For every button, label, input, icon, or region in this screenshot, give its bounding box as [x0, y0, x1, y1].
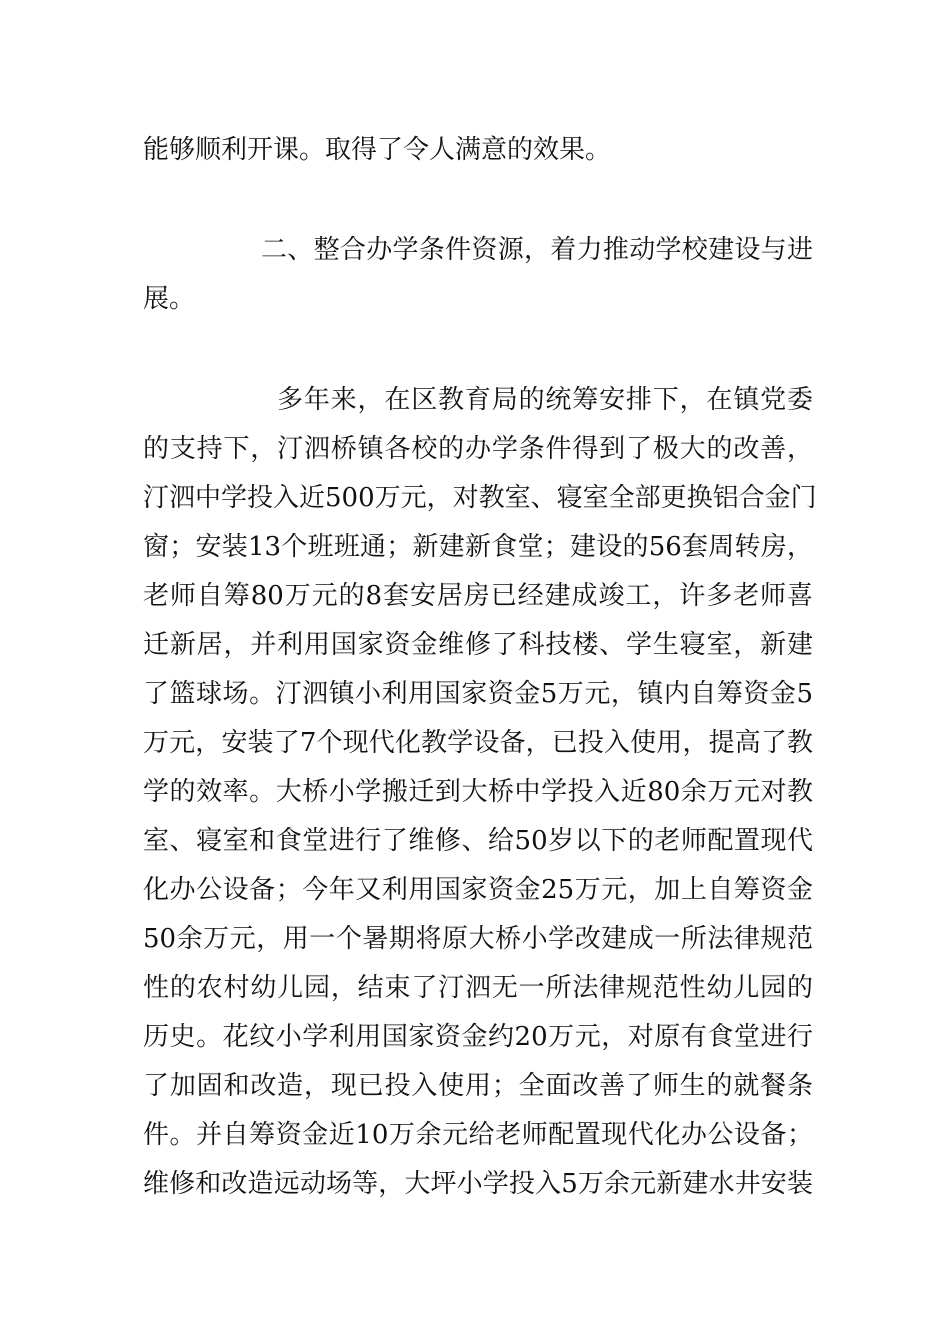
continuation-paragraph	[143, 126, 813, 175]
paragraph-line: 性的农村幼儿园，结束了汀泗无一所法律规范性幼儿园的	[143, 973, 813, 1003]
paragraph-line: 万元，安装了7个现代化教学设备，已投入使用，提高了教	[143, 728, 813, 758]
paragraph-line: 化办公设备；今年又利用国家资金25万元，加上自筹资金	[143, 875, 813, 905]
paragraph-line: 汀泗中学投入近500万元，对教室、寝室全部更换铝合金门	[143, 483, 817, 513]
paragraph-line: 的支持下，汀泗桥镇各校的办学条件得到了极大的改善，	[143, 434, 813, 464]
body-paragraph	[143, 376, 817, 1209]
paragraph-line: 维修和改造远动场等，大坪小学投入5万余元新建水井安装	[143, 1169, 813, 1199]
section-heading	[143, 226, 813, 324]
paragraph-line: 学的效率。大桥小学搬迁到大桥中学投入近80余万元对教	[143, 777, 813, 807]
paragraph-line: 历史。花纹小学利用国家资金约20万元，对原有食堂进行	[143, 1022, 813, 1052]
heading-line: 展。	[143, 284, 196, 314]
paragraph-line: 窗；安装13个班班通；新建新食堂；建设的56套周转房，	[143, 532, 813, 562]
paragraph-line: 了篮球场。汀泗镇小利用国家资金5万元，镇内自筹资金5	[143, 679, 813, 709]
heading-line: 二、整合办学条件资源，着力推动学校建设与进	[261, 235, 813, 265]
paragraph-line: 多年来，在区教育局的统筹安排下，在镇党委	[277, 385, 813, 415]
text-line: 能够顺利开课。取得了令人满意的效果。	[143, 135, 612, 165]
paragraph-line: 室、寝室和食堂进行了维修、给50岁以下的老师配置现代	[143, 826, 813, 856]
paragraph-line: 50余万元，用一个暑期将原大桥小学改建成一所法律规范	[143, 924, 813, 954]
paragraph-line: 迁新居，并利用国家资金维修了科技楼、学生寝室，新建	[143, 630, 813, 660]
paragraph-line: 件。并自筹资金近10万余元给老师配置现代化办公设备；	[143, 1120, 813, 1150]
paragraph-line: 老师自筹80万元的8套安居房已经建成竣工，许多老师喜	[143, 581, 813, 611]
paragraph-line: 了加固和改造，现已投入使用；全面改善了师生的就餐条	[143, 1071, 813, 1101]
